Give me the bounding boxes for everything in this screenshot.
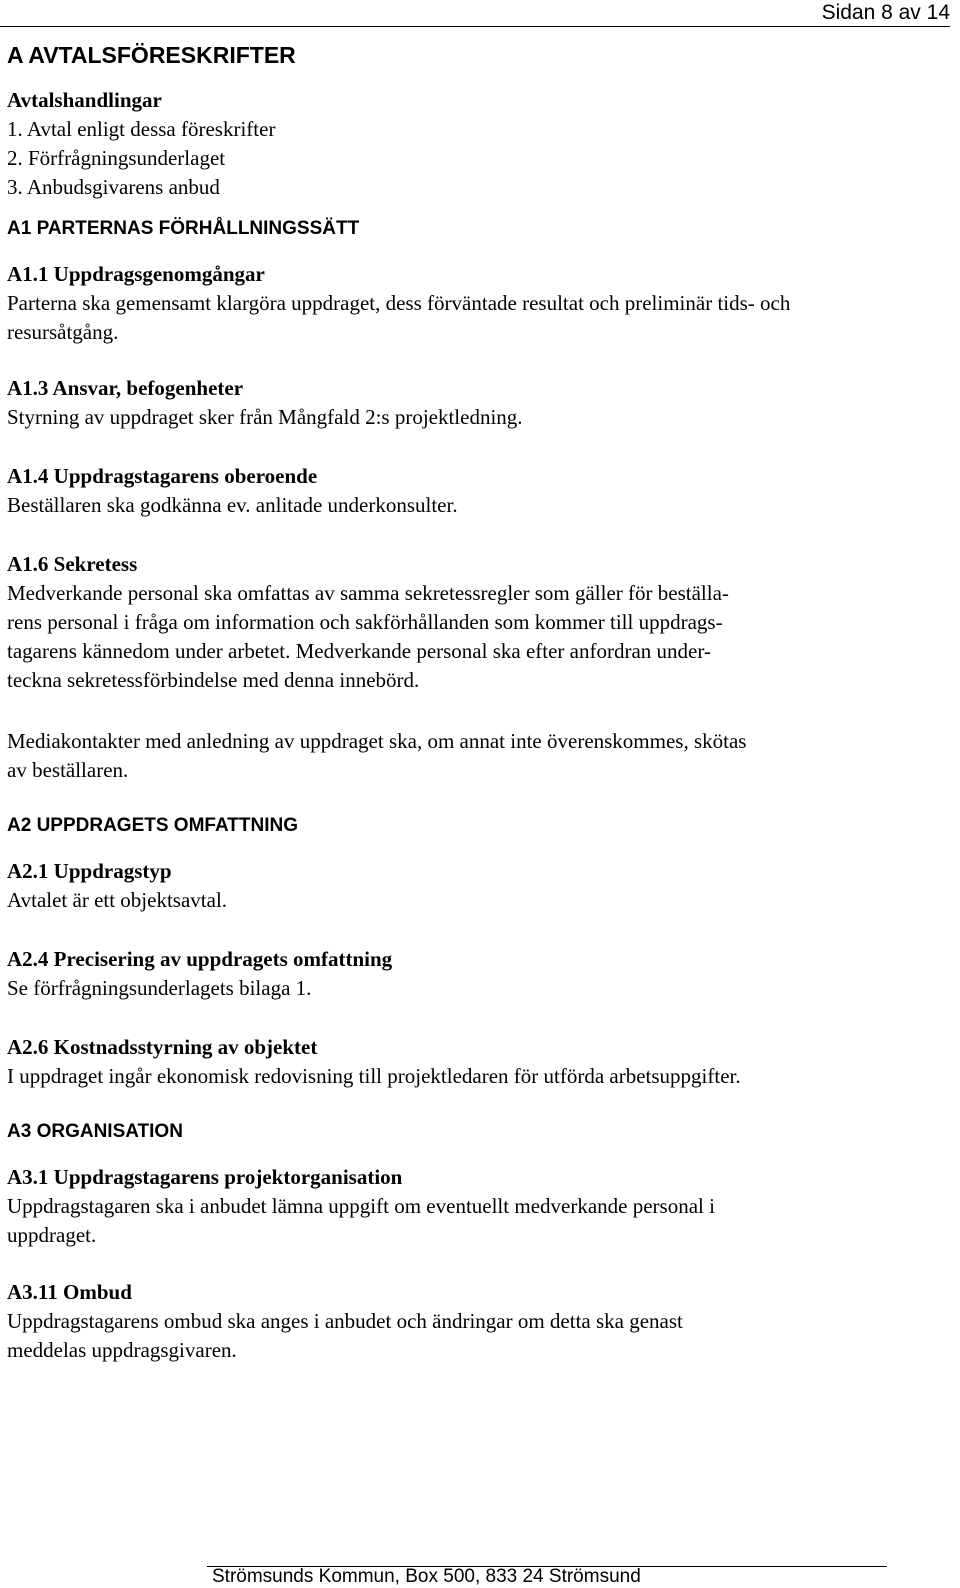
text-a3-1-line: Uppdragstagaren ska i anbudet lämna uppgift om eventuellt medverkande personal i <box>7 1194 715 1218</box>
text-a1-6-p2-line: av beställaren. <box>7 758 129 782</box>
text-a1-3: Styrning av uppdraget sker från Mångfald 2:s projektledning. <box>7 405 523 429</box>
heading-a1-4: A1.4 Uppdragstagarens oberoende <box>7 464 318 488</box>
section-title-a3: A3 ORGANISATION <box>7 1121 183 1142</box>
text-a1-6-line: tagarens kännedom under arbetet. Medverkande personal ska efter anfordran under- <box>7 639 711 663</box>
text-a3-11-line: Uppdragstagarens ombud ska anges i anbudet och ändringar om detta ska genast <box>7 1309 683 1333</box>
text-a2-6: I uppdraget ingår ekonomisk redovisning till projektledaren för utförda arbetsuppgifter. <box>7 1064 741 1088</box>
text-a1-6-line: teckna sekretessförbindelse med denna innebörd. <box>7 668 420 692</box>
heading-a1-3: A1.3 Ansvar, befogenheter <box>7 376 244 400</box>
document-title: A AVTALSFÖRESKRIFTER <box>7 42 296 68</box>
text-a2-4: Se förfrågningsunderlagets bilaga 1. <box>7 976 312 1000</box>
header-divider <box>0 26 950 27</box>
text-a2-1: Avtalet är ett objektsavtal. <box>7 888 228 912</box>
heading-a1-1: A1.1 Uppdragsgenomgångar <box>7 262 265 286</box>
text-a1-1: Parterna ska gemensamt klargöra uppdraget, dess förväntade resultat och preliminär tids- och resursåtgång. <box>7 291 791 344</box>
heading-a2-6: A2.6 Kostnadsstyrning av objektet <box>7 1035 318 1059</box>
section-title-a1: A1 PARTERNAS FÖRHÅLLNINGSSÄTT <box>7 218 360 239</box>
list-item: 1. Avtal enligt dessa föreskrifter <box>7 117 276 141</box>
section-title-a2: A2 UPPDRAGETS OMFATTNING <box>7 815 298 836</box>
text-a1-4: Beställaren ska godkänna ev. anlitade underkonsulter. <box>7 493 458 517</box>
heading-a3-1: A3.1 Uppdragstagarens projektorganisation <box>7 1165 403 1189</box>
avtalshandlingar-heading: Avtalshandlingar <box>7 88 162 112</box>
heading-a2-4: A2.4 Precisering av uppdragets omfattning <box>7 947 393 971</box>
list-item: 2. Förfrågningsunderlaget <box>7 146 226 170</box>
heading-a3-11: A3.11 Ombud <box>7 1280 132 1304</box>
page-number: Sidan 8 av 14 <box>821 1 950 24</box>
text-a1-6-p2-line: Mediakontakter med anledning av uppdraget ska, om annat inte överenskommes, skötas <box>7 729 747 753</box>
text-a3-1-line: uppdraget. <box>7 1223 97 1247</box>
list-item: 3. Anbudsgivarens anbud <box>7 175 220 199</box>
text-a1-6-line: Medverkande personal ska omfattas av samma sekretessregler som gäller för beställa- <box>7 581 729 605</box>
document-body <box>7 40 947 1365</box>
text-a1-6-line: rens personal i fråga om information och sakförhållanden som kommer till uppdrags- <box>7 610 723 634</box>
text-a3-11-line: meddelas uppdragsgivaren. <box>7 1338 237 1362</box>
heading-a1-6: A1.6 Sekretess <box>7 552 138 576</box>
footer-text: Strömsunds Kommun, Box 500, 833 24 Strömsund <box>212 1566 641 1587</box>
heading-a2-1: A2.1 Uppdragstyp <box>7 859 172 883</box>
